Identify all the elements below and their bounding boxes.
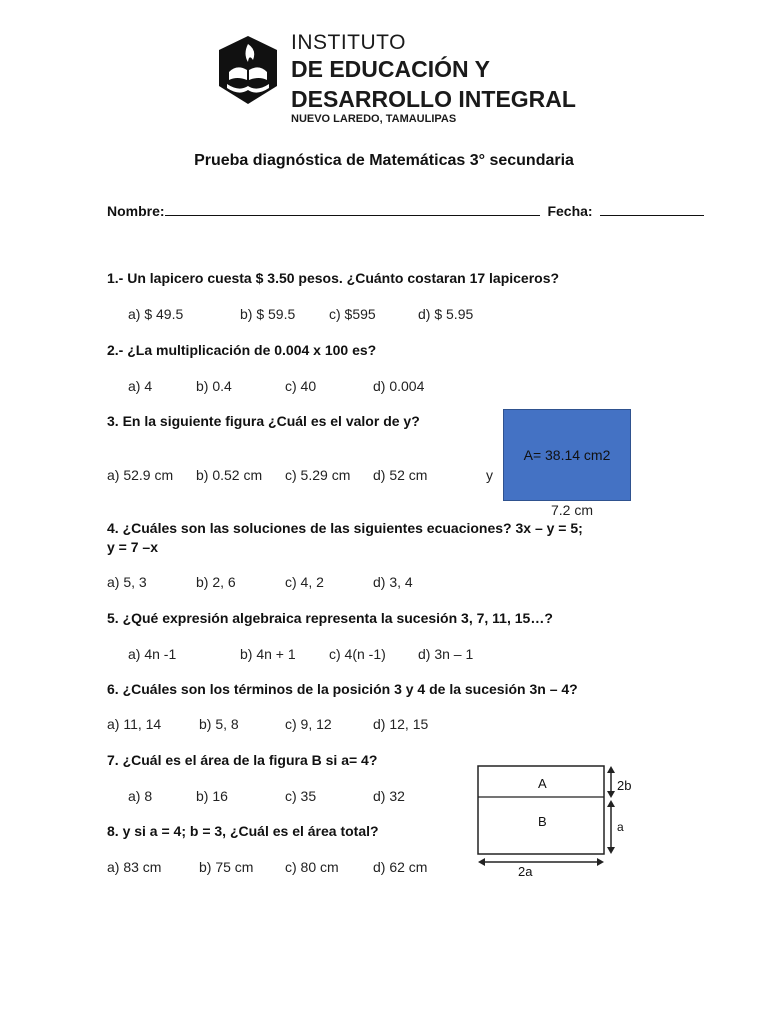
question-5: 5. ¿Qué expresión algebraica representa la sucesión 3, 7, 11, 15…? [107, 610, 553, 626]
question-3: 3. En la siguiente figura ¿Cuál es el valor de y? [107, 413, 420, 429]
option-1c[interactable]: c) $595 [329, 306, 376, 322]
question-2: 2.- ¿La multiplicación de 0.004 x 100 es? [107, 342, 377, 358]
option-6c[interactable]: c) 9, 12 [285, 716, 332, 732]
option-3d[interactable]: d) 52 cm [373, 467, 428, 483]
split-rectangle-figure [472, 762, 640, 880]
option-5b[interactable]: b) 4n + 1 [240, 646, 296, 662]
rectangle-width-label: 7.2 cm [551, 502, 594, 518]
option-6d[interactable]: d) 12, 15 [373, 716, 429, 732]
question-4-line-2: y = 7 –x [107, 539, 158, 555]
option-5d[interactable]: d) 3n – 1 [418, 646, 474, 662]
hands-book-logo-icon [213, 34, 283, 106]
option-1b[interactable]: b) $ 59.5 [240, 306, 296, 322]
page-title: Prueba diagnóstica de Matemáticas 3° secundaria [194, 152, 574, 169]
option-1a[interactable]: a) $ 49.5 [128, 306, 184, 322]
option-6b[interactable]: b) 5, 8 [199, 716, 239, 732]
institute-line-3: DESARROLLO INTEGRAL [291, 86, 576, 112]
option-3a[interactable]: a) 52.9 cm [107, 467, 174, 483]
side-a-label: a [617, 820, 624, 834]
option-2a[interactable]: a) 4 [128, 378, 153, 394]
name-field[interactable] [165, 202, 540, 216]
question-1: 1.- Un lapicero cuesta $ 3.50 pesos. ¿Cuánto costaran 17 lapiceros? [107, 270, 560, 286]
rectangle-area-label: A= 38.14 cm2 [523, 447, 611, 463]
option-7b[interactable]: b) 16 [196, 788, 228, 804]
option-2c[interactable]: c) 40 [285, 378, 317, 394]
option-3c[interactable]: c) 5.29 cm [285, 467, 351, 483]
question-6: 6. ¿Cuáles son los términos de la posición 3 y 4 de la sucesión 3n – 4? [107, 681, 578, 697]
question-4: 4. ¿Cuáles son las soluciones de las siguientes ecuaciones? 3x – y = 5; [107, 520, 583, 536]
option-4c[interactable]: c) 4, 2 [285, 574, 324, 590]
bottom-2a-label: 2a [518, 864, 533, 879]
option-1d[interactable]: d) $ 5.95 [418, 306, 474, 322]
option-4a[interactable]: a) 5, 3 [107, 574, 147, 590]
option-8c[interactable]: c) 80 cm [285, 859, 339, 875]
label-a: A [538, 776, 547, 791]
question-7: 7. ¿Cuál es el área de la figura B si a= 4? [107, 752, 378, 768]
option-7d[interactable]: d) 32 [373, 788, 405, 804]
rectangle-height-label: y [486, 467, 493, 483]
option-5a[interactable]: a) 4n -1 [128, 646, 177, 662]
date-field[interactable] [600, 202, 704, 216]
institute-line-1: INSTITUTO [291, 31, 406, 54]
question-8: 8. y si a = 4; b = 3, ¿Cuál es el área total? [107, 823, 379, 839]
option-5c[interactable]: c) 4(n -1) [329, 646, 386, 662]
option-4b[interactable]: b) 2, 6 [196, 574, 236, 590]
option-4d[interactable]: d) 3, 4 [373, 574, 413, 590]
option-8b[interactable]: b) 75 cm [199, 859, 254, 875]
label-b: B [538, 814, 547, 829]
institute-line-2: DE EDUCACIÓN Y [291, 56, 490, 82]
institute-location: NUEVO LAREDO, TAMAULIPAS [291, 113, 457, 125]
option-8d[interactable]: d) 62 cm [373, 859, 428, 875]
name-label: Nombre: [107, 203, 165, 219]
option-3b[interactable]: b) 0.52 cm [196, 467, 263, 483]
option-8a[interactable]: a) 83 cm [107, 859, 162, 875]
option-7c[interactable]: c) 35 [285, 788, 317, 804]
option-2d[interactable]: d) 0.004 [373, 378, 425, 394]
side-2b-label: 2b [617, 778, 632, 793]
option-7a[interactable]: a) 8 [128, 788, 153, 804]
name-date-row [107, 202, 704, 219]
option-2b[interactable]: b) 0.4 [196, 378, 232, 394]
option-6a[interactable]: a) 11, 14 [107, 716, 162, 732]
date-label: Fecha: [547, 203, 593, 219]
